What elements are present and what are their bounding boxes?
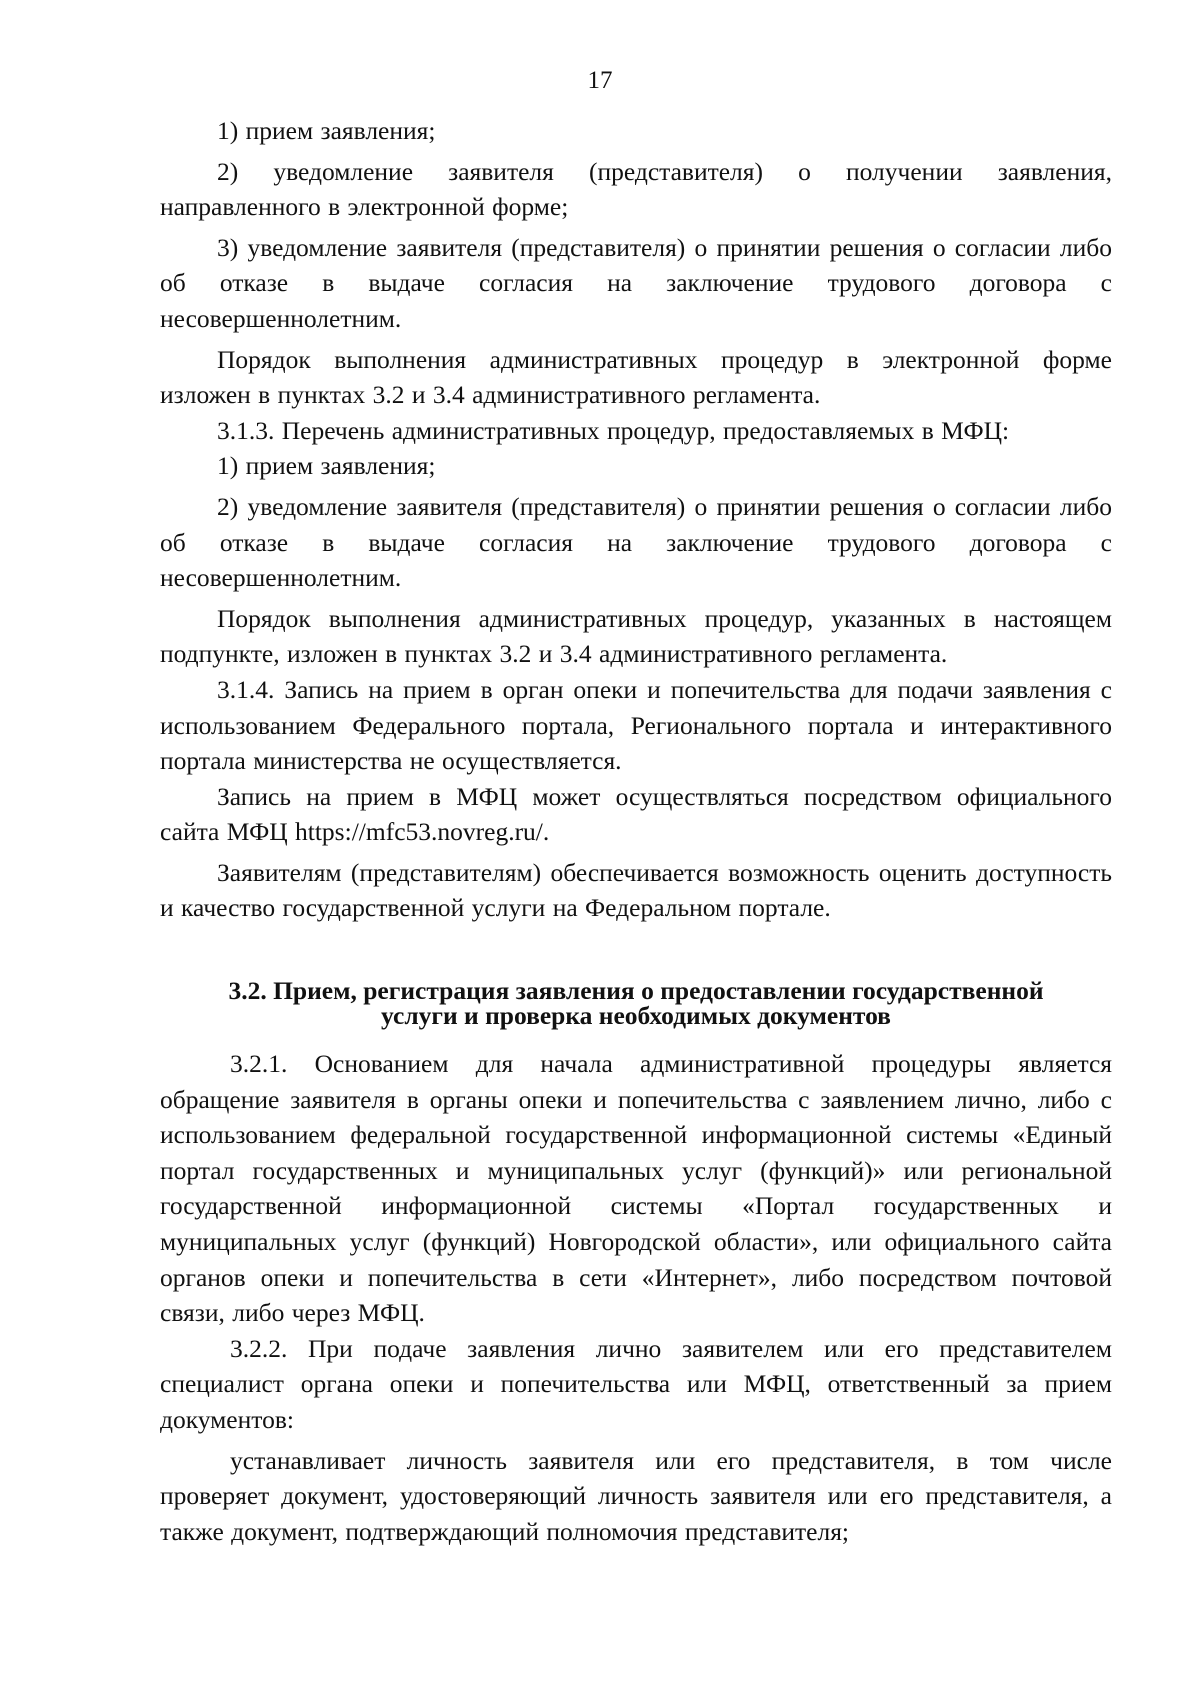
paragraph: 3) уведомление заявителя (представителя) о принятии решения о согласии либо об отказе в выдаче согласия на заключение трудового договора с несовершеннолетним. [160,232,1112,333]
document-body [160,113,1112,1549]
paragraph: Заявителям (представителям) обеспечивается возможность оценить доступность и качество государственной услуги на Федеральном портале. [160,857,1112,923]
paragraph: Порядок выполнения административных процедур, указанных в настоящем подпункте, изложен в пунктах 3.2 и 3.4 административного регламента. [160,603,1112,669]
paragraph: 1) прием заявления; [217,451,436,481]
paragraph: 3.2.1. Основанием для начала административной процедуры является обращение заявителя в органы опеки и попечительства с заявлением лично, либо с использованием федеральной государственной информационной системы «Единый портал государственных и муниципальных услуг (функций)» или региональной государственной информационной системы «Портал государственных и муниципальных услуг (функций) Новгородской области», или официального сайта органов опеки и попечительства в сети «Интернет», либо посредством почтовой связи, либо через МФЦ. [160,1049,1112,1328]
paragraph: устанавливает личность заявителя или его представителя, в том числе проверяет документ, удостоверяющий личность заявителя или его представителя, а также документ, подтверждающий полномочия представителя; [160,1445,1112,1546]
paragraph: 3.2.2. При подаче заявления лично заявителем или его представителем специалист органа опеки и попечительства или МФЦ, ответственный за прием документов: [160,1333,1112,1434]
paragraph: 3.1.3. Перечень административных процедур, предоставляемых в МФЦ: [217,415,1010,445]
paragraph: 2) уведомление заявителя (представителя) о принятии решения о согласии либо об отказе в выдаче согласия на заключение трудового договора с несовершеннолетним. [160,491,1112,593]
paragraph: 2) уведомление заявителя (представителя) о получении заявления, направленного в электронной форме; [160,156,1112,222]
paragraph: Порядок выполнения административных процедур в электронной форме изложен в пунктах 3.2 и 3.4 административного регламента. [160,344,1112,410]
paragraph: 3.1.4. Запись на прием в орган опеки и попечительства для подачи заявления с использованием Федерального портала, Регионального портала и интерактивного портала министерства не осуществляется. [160,674,1112,776]
page-number: 17 [587,67,613,94]
paragraph: Запись на прием в МФЦ может осуществляться посредством официального сайта МФЦ https://mfc53.novreg.ru/. [160,781,1112,847]
paragraph: 1) прием заявления; [217,116,436,145]
section-heading: 3.2. Прием, регистрация заявления о предоставлении государственной услуги и проверка необходимых документов [228,976,1044,1031]
